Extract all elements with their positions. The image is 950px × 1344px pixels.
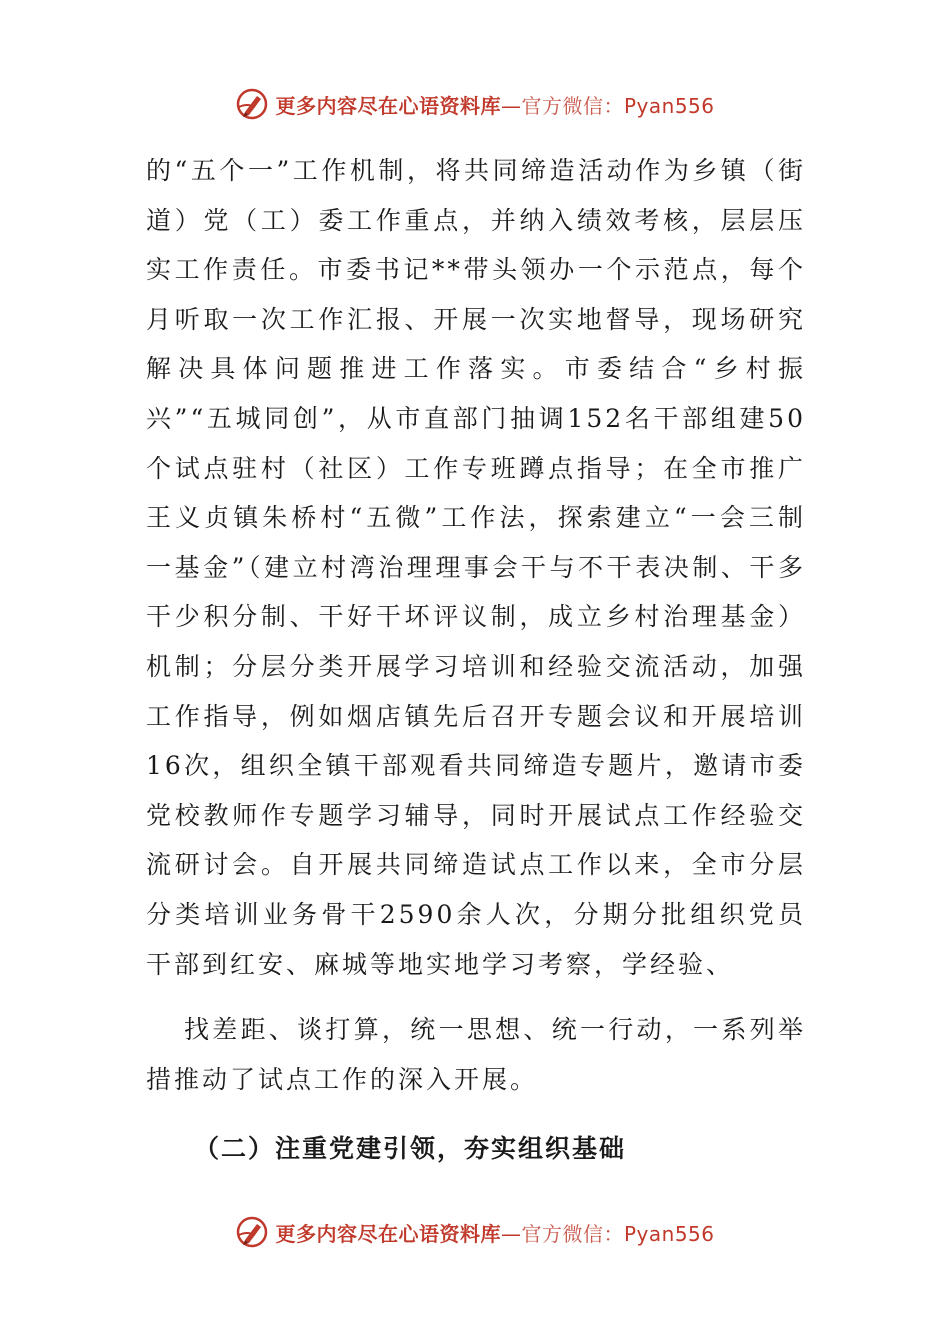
watermark-text	[275, 1218, 714, 1247]
section-heading: （二）注重党建引领，夯实组织基础	[194, 1134, 627, 1164]
body-paragraph-2: 找差距、谈打算，统一思想、统一行动，一系列举措推动了试点工作的深入开展。	[146, 1015, 806, 1094]
pen-logo-icon	[235, 1215, 269, 1249]
watermark-wechat-label: 官方微信：	[521, 93, 624, 118]
watermark-site-name: 更多内容尽在心语资料库	[275, 1221, 501, 1246]
watermark-site-name: 更多内容尽在心语资料库	[275, 93, 501, 118]
body-paragraph-1: 的“五个一”工作机制，将共同缔造活动作为乡镇（街道）党（工）委工作重点，并纳入绩效考核，层层压实工作责任。市委书记**带头领办一个示范点，每个月听取一次工作汇报、开展一次实地督导，现场研究解决具体问题推进工作落实。市委结合“乡村振兴”“五城同创”，从市直部门抽调152名干部组建50个试点驻村（社区）工作专班蹲点指导；在全市推广王义贞镇朱桥村“五微”工作法，探索建立“一会三制一基金”（建立村湾治理理事会干与不干表决制、干多干少积分制、干好干坏评议制，成立乡村治理基金）机制；分层分类开展学习培训和经验交流活动，加强工作指导，例如烟店镇先后召开专题会议和开展培训16次，组织全镇干部观看共同缔造专题片，邀请市委党校教师作专题学习辅导，同时开展试点工作经验交流研讨会。自开展共同缔造试点工作以来，全市分层分类培训业务骨干2590余人次，分期分批组织党员干部到红安、麻城等地实地学习考察，学经验、	[146, 156, 806, 979]
watermark-wechat-label: 官方微信：	[521, 1221, 624, 1246]
watermark-dash: —	[500, 1221, 522, 1246]
document-body	[146, 146, 806, 1174]
watermark-wechat-id: Pyan556	[623, 93, 715, 118]
watermark-wechat-id: Pyan556	[623, 1221, 715, 1246]
footer-watermark	[0, 1210, 950, 1254]
watermark-text	[275, 90, 714, 119]
watermark-dash: —	[500, 93, 522, 118]
pen-logo-icon	[235, 87, 269, 121]
header-watermark	[0, 82, 950, 126]
